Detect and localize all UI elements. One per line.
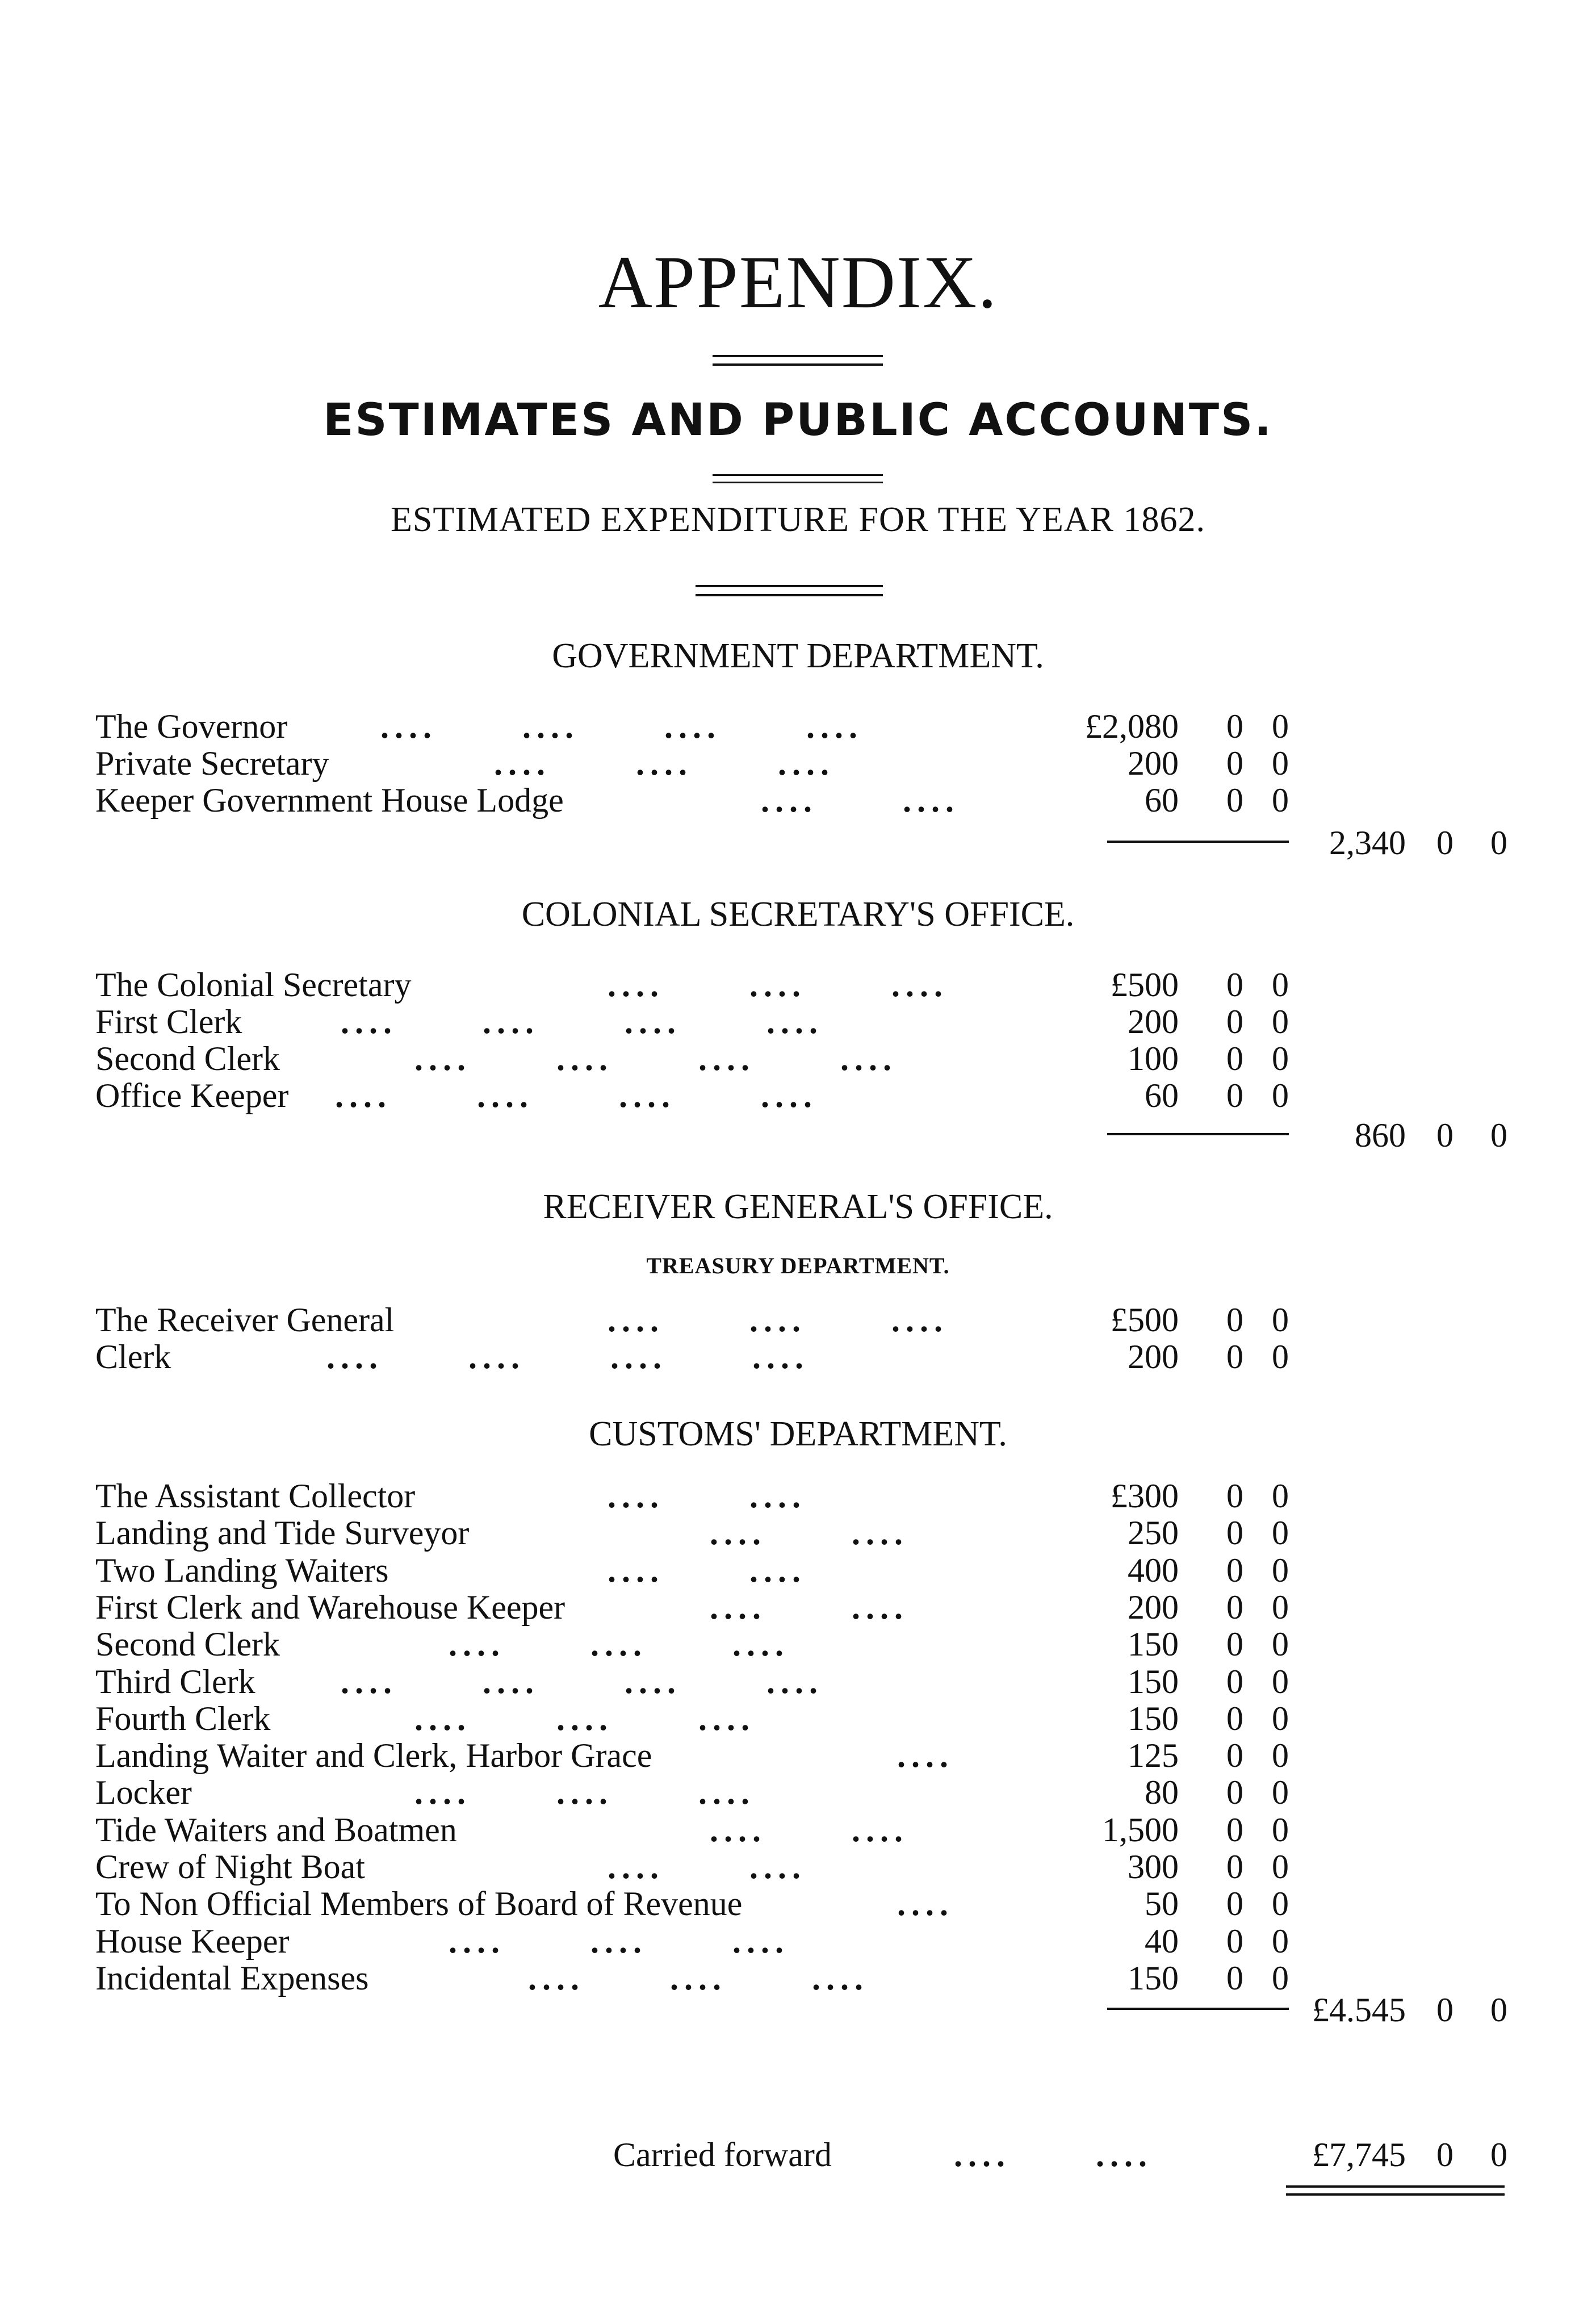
grand-total-rule (1286, 2193, 1505, 2196)
item-label: Incidental Expenses (95, 1959, 369, 1997)
item-label: The Governor (95, 708, 288, 745)
item-label: Keeper Government House Lodge (95, 781, 564, 819)
total-shillings: 0 (1436, 824, 1453, 862)
item-pence: 0 (1272, 1959, 1289, 1997)
total-pounds: 2,340 (1329, 824, 1406, 862)
item-pence: 0 (1272, 708, 1289, 745)
leader-dots: .... .... .... .... (341, 1662, 823, 1700)
item-label: Second Clerk (95, 1625, 280, 1663)
item-pounds: 150 (1128, 1625, 1179, 1663)
item-label: Two Landing Waiters (95, 1551, 389, 1589)
leader-dots: .... .... .... (608, 966, 948, 1004)
item-pence: 0 (1272, 745, 1289, 782)
leader-dots: .... .... .... .... (414, 1040, 897, 1077)
table-row (0, 1736, 1596, 1774)
item-pounds: 150 (1128, 1699, 1179, 1737)
item-shillings: 0 (1226, 1699, 1243, 1737)
item-shillings: 0 (1226, 1338, 1243, 1376)
table-row (0, 1039, 1596, 1077)
total-shillings: 0 (1436, 1991, 1453, 2029)
item-shillings: 0 (1226, 781, 1243, 819)
table-row (0, 1662, 1596, 1700)
item-label: The Assistant Collector (95, 1477, 416, 1515)
item-label: Office Keeper (95, 1077, 289, 1114)
table-row (0, 1002, 1596, 1040)
item-shillings: 0 (1226, 1477, 1243, 1515)
item-label: Third Clerk (95, 1662, 255, 1700)
table-row (0, 707, 1596, 745)
item-shillings: 0 (1226, 1848, 1243, 1886)
item-shillings: 0 (1226, 1737, 1243, 1775)
item-label: Second Clerk (95, 1040, 280, 1077)
item-pence: 0 (1272, 1922, 1289, 1960)
item-pounds: 100 (1128, 1040, 1179, 1077)
item-pounds: 250 (1128, 1514, 1179, 1552)
item-shillings: 0 (1226, 1301, 1243, 1339)
item-shillings: 0 (1226, 708, 1243, 745)
leader-dots: .... .... .... (414, 1699, 755, 1737)
item-pounds: 200 (1128, 1338, 1179, 1376)
item-pounds: 200 (1128, 1588, 1179, 1626)
item-pounds: 300 (1128, 1848, 1179, 1886)
department-heading: GOVERNMENT DEPARTMENT. (552, 637, 1044, 675)
leader-dots: .... .... .... .... (326, 1338, 809, 1376)
leader-dots: .... (897, 1737, 954, 1775)
item-pence: 0 (1272, 1040, 1289, 1077)
table-row (0, 1811, 1596, 1848)
item-pence: 0 (1272, 1885, 1289, 1923)
item-shillings: 0 (1226, 1662, 1243, 1700)
table-row (0, 1922, 1596, 1959)
item-shillings: 0 (1226, 1003, 1243, 1040)
item-shillings: 0 (1226, 1040, 1243, 1077)
item-pence: 0 (1272, 1301, 1289, 1339)
item-pounds: 50 (1145, 1885, 1179, 1923)
item-pence: 0 (1272, 1514, 1289, 1552)
item-shillings: 0 (1226, 1774, 1243, 1812)
table-row (0, 1301, 1596, 1338)
table-row (0, 1699, 1596, 1737)
leader-dots: .... .... .... .... (335, 1077, 818, 1114)
item-shillings: 0 (1226, 1625, 1243, 1663)
item-pence: 0 (1272, 1699, 1289, 1737)
item-pence: 0 (1272, 1551, 1289, 1589)
table-row (0, 1477, 1596, 1514)
table-row (0, 781, 1596, 818)
item-label: Tide Waiters and Boatmen (95, 1811, 457, 1849)
carried-forward-pounds: £7,745 (1312, 2136, 1406, 2173)
leader-dots: .... .... .... (449, 1922, 789, 1960)
leader-dots: .... .... (608, 1848, 806, 1886)
leader-dots: .... .... .... (528, 1959, 869, 1997)
total-pence: 0 (1490, 1117, 1507, 1154)
total-pounds: £4.545 (1312, 1991, 1406, 2029)
item-shillings: 0 (1226, 1922, 1243, 1960)
item-pence: 0 (1272, 966, 1289, 1004)
table-row (0, 965, 1596, 1003)
item-pence: 0 (1272, 1848, 1289, 1886)
total-pence: 0 (1490, 824, 1507, 862)
total-shillings: 0 (1436, 1117, 1453, 1154)
item-label: House Keeper (95, 1922, 290, 1960)
item-pounds: £500 (1111, 966, 1179, 1004)
leader-dots: .... .... (608, 1477, 806, 1515)
title-rule (713, 363, 883, 366)
subdepartment-heading: TREASURY DEPARTMENT. (646, 1253, 950, 1278)
item-label: The Receiver General (95, 1301, 395, 1339)
item-pence: 0 (1272, 781, 1289, 819)
item-shillings: 0 (1226, 1588, 1243, 1626)
item-pence: 0 (1272, 1588, 1289, 1626)
page-title: APPENDIX. (598, 240, 998, 324)
item-pounds: 125 (1128, 1737, 1179, 1775)
item-label: First Clerk and Warehouse Keeper (95, 1588, 565, 1626)
item-label: Landing Waiter and Clerk, Harbor Grace (95, 1737, 652, 1775)
item-shillings: 0 (1226, 1514, 1243, 1552)
subtitle-rule (713, 482, 883, 483)
leader-dots: .... .... (608, 1551, 806, 1589)
leader-dots: .... .... .... (494, 745, 835, 782)
department-heading: COLONIAL SECRETARY'S OFFICE. (521, 895, 1075, 934)
table-row (0, 1337, 1596, 1375)
table-row (0, 1884, 1596, 1922)
total-pounds: 860 (1355, 1117, 1406, 1154)
item-pence: 0 (1272, 1077, 1289, 1114)
table-row (0, 1551, 1596, 1589)
table-row (0, 1773, 1596, 1811)
item-pounds: 80 (1145, 1774, 1179, 1812)
department-total (0, 1116, 1596, 1153)
item-pence: 0 (1272, 1338, 1289, 1376)
item-label: Clerk (95, 1338, 171, 1376)
item-pence: 0 (1272, 1811, 1289, 1849)
heading-rule (696, 594, 883, 596)
item-pence: 0 (1272, 1774, 1289, 1812)
subtitle-rule (713, 474, 883, 476)
item-pence: 0 (1272, 1662, 1289, 1700)
item-pence: 0 (1272, 1625, 1289, 1663)
total-pence: 0 (1490, 1991, 1507, 2029)
item-pounds: 150 (1128, 1959, 1179, 1997)
item-shillings: 0 (1226, 1551, 1243, 1589)
item-shillings: 0 (1226, 1959, 1243, 1997)
table-row (0, 1514, 1596, 1551)
leader-dots: .... (897, 1885, 954, 1923)
item-pounds: £500 (1111, 1301, 1179, 1339)
page-subtitle: ESTIMATES AND PUBLIC ACCOUNTS. (323, 395, 1273, 446)
department-total (0, 1991, 1596, 2028)
item-pence: 0 (1272, 1737, 1289, 1775)
item-label: Locker (95, 1774, 192, 1812)
leader-dots: .... .... .... .... (341, 1003, 823, 1040)
item-pence: 0 (1272, 1003, 1289, 1040)
leader-dots: .... .... (710, 1811, 908, 1849)
item-label: Private Secretary (95, 745, 329, 782)
carried-forward-pence: 0 (1490, 2136, 1507, 2173)
table-row (0, 1847, 1596, 1885)
department-total (0, 824, 1596, 861)
item-label: Landing and Tide Surveyor (95, 1514, 470, 1552)
item-label: Fourth Clerk (95, 1699, 271, 1737)
item-pounds: 150 (1128, 1662, 1179, 1700)
department-heading: RECEIVER GENERAL'S OFFICE. (543, 1188, 1053, 1226)
leader-dots: .... .... (710, 1588, 908, 1626)
item-pounds: 400 (1128, 1551, 1179, 1589)
carried-forward-shillings: 0 (1436, 2136, 1453, 2173)
item-shillings: 0 (1226, 1811, 1243, 1849)
table-row (0, 1076, 1596, 1114)
item-shillings: 0 (1226, 1885, 1243, 1923)
item-pounds: 60 (1145, 1077, 1179, 1114)
table-row (0, 744, 1596, 781)
leader-dots: .... .... .... (608, 1301, 948, 1339)
item-label: The Colonial Secretary (95, 966, 412, 1004)
carried-forward-row (0, 2135, 1596, 2173)
item-shillings: 0 (1226, 745, 1243, 782)
item-pounds: 1,500 (1102, 1811, 1179, 1849)
title-rule (713, 355, 883, 357)
leader-dots: .... .... (761, 781, 960, 819)
leader-dots: .... .... (710, 1514, 908, 1552)
leader-dots: .... .... .... (449, 1625, 789, 1663)
item-label: Crew of Night Boat (95, 1848, 365, 1886)
item-label: To Non Official Members of Board of Revenue (95, 1885, 743, 1923)
item-pounds: 40 (1145, 1922, 1179, 1960)
item-shillings: 0 (1226, 1077, 1243, 1114)
page-heading: ESTIMATED EXPENDITURE FOR THE YEAR 1862. (391, 500, 1205, 539)
carried-forward-label: Carried forward (613, 2136, 832, 2173)
item-pence: 0 (1272, 1477, 1289, 1515)
item-pounds: 200 (1128, 745, 1179, 782)
item-pounds: 60 (1145, 781, 1179, 819)
leader-dots: .... .... (954, 2136, 1153, 2173)
grand-total-rule (1286, 2185, 1505, 2188)
item-pounds: £2,080 (1085, 708, 1179, 745)
item-pounds: £300 (1111, 1477, 1179, 1515)
item-label: First Clerk (95, 1003, 242, 1040)
item-shillings: 0 (1226, 966, 1243, 1004)
table-row (0, 1588, 1596, 1625)
department-heading: CUSTOMS' DEPARTMENT. (589, 1415, 1007, 1453)
leader-dots: .... .... .... (414, 1774, 755, 1812)
heading-rule (696, 585, 883, 587)
item-pounds: 200 (1128, 1003, 1179, 1040)
leader-dots: .... .... .... .... (380, 708, 863, 745)
table-row (0, 1625, 1596, 1662)
